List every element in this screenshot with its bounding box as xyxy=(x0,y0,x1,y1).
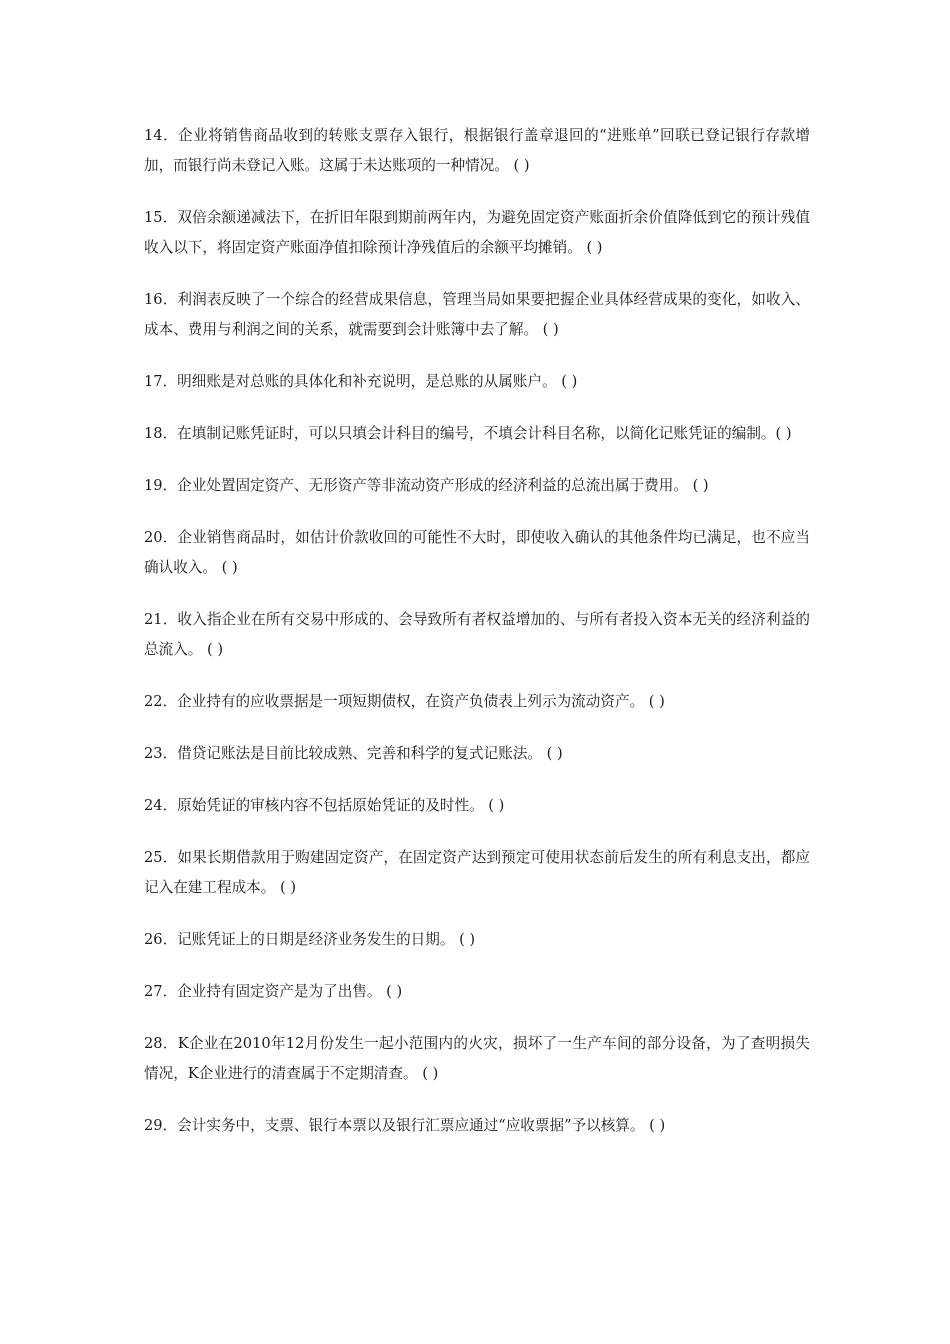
question-19: 19．企业处置固定资产、无形资产等非流动资产形成的经济利益的总流出属于费用。 ( ) xyxy=(144,477,709,494)
question-23: 23．借贷记账法是目前比较成熟、完善和科学的复式记账法。 ( ) xyxy=(144,745,563,762)
question-17: 17．明细账是对总账的具体化和补充说明，是总账的从属账户。 ( ) xyxy=(144,373,578,390)
question-list xyxy=(144,121,810,1141)
question-27: 27．企业持有固定资产是为了出售。 ( ) xyxy=(144,983,403,1000)
question-25: 25．如果长期借款用于购建固定资产，在固定资产达到预定可使用状态前后发生的所有利息支出，都应记入在建工程成本。 ( ) xyxy=(144,849,810,896)
question-18: 18．在填制记账凭证时，可以只填会计科目的编号，不填会计科目名称，以简化记账凭证的编制。( ) xyxy=(144,425,792,442)
question-24: 24．原始凭证的审核内容不包括原始凭证的及时性。 ( ) xyxy=(144,797,505,814)
question-15: 15．双倍余额递减法下，在折旧年限到期前两年内，为避免固定资产账面折余价值降低到它的预计残值收入以下，将固定资产账面净值扣除预计净残值后的余额平均摊销。 ( ) xyxy=(144,209,810,256)
question-26: 26．记账凭证上的日期是经济业务发生的日期。 ( ) xyxy=(144,931,476,948)
question-16: 16．利润表反映了一个综合的经营成果信息，管理当局如果要把握企业具体经营成果的变化，如收入、成本、费用与利润之间的关系，就需要到会计账簿中去了解。 ( ) xyxy=(144,291,810,338)
question-22: 22．企业持有的应收票据是一项短期债权，在资产负债表上列示为流动资产。 ( ) xyxy=(144,693,665,710)
question-29: 29．会计实务中，支票、银行本票以及银行汇票应通过“应收票据”予以核算。 ( ) xyxy=(144,1117,666,1134)
question-14: 14．企业将销售商品收到的转账支票存入银行，根据银行盖章退回的“进账单”回联已登记银行存款增加，而银行尚未登记入账。这属于未达账项的一种情况。 ( ) xyxy=(144,127,810,174)
question-21: 21．收入指企业在所有交易中形成的、会导致所有者权益增加的、与所有者投入资本无关的经济利益的总流入。 ( ) xyxy=(144,611,810,658)
question-28: 28．K企业在2010年12月份发生一起小范围内的火灾，损坏了一生产车间的部分设备，为了查明损失情况，K企业进行的清查属于不定期清查。 ( ) xyxy=(144,1035,810,1082)
question-20: 20．企业销售商品时，如估计价款收回的可能性不大时，即使收入确认的其他条件均已满足，也不应当确认收入。 ( ) xyxy=(144,529,810,576)
